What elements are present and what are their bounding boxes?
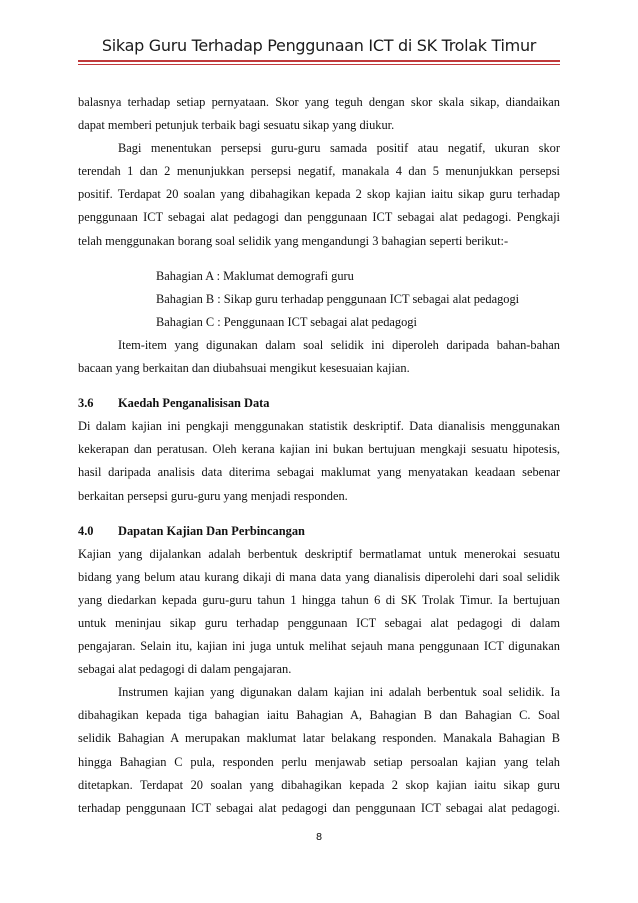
text-line: penggunaan ICT sebagai alat pedagogi dan penggunaan ICT sebagai alat pedagogi. Pengkaji [78, 210, 560, 225]
text-line: selidik Bahagian A merupakan maklumat latar belakang responden. Manakala Bahagian B [78, 731, 560, 746]
text-line: kekerapan dan peratusan. Oleh kerana kajian ini bukan bertujuan mengkaji sesuatu hipotesis, [78, 442, 560, 457]
paragraph [78, 681, 560, 820]
text-line: untuk meninjau sikap guru terhadap penggunaan ICT sebagai alat pedagogi di dalam [78, 615, 560, 630]
text-line: yang diedarkan kepada guru-guru tahun 1 hingga tahun 6 di SK Trolak Timur. Ia bertujuan [78, 592, 560, 607]
spacer [78, 253, 560, 265]
list-item: Bahagian C : Penggunaan ICT sebagai alat pedagogi [156, 314, 417, 329]
text-line: balasnya terhadap setiap pernyataan. Skor yang teguh dengan skor skala sikap, diandaikan [78, 95, 560, 109]
text-line: sebagai alat pedagogi di dalam pengajaran. [78, 662, 292, 677]
spacer [78, 508, 560, 520]
spacer [78, 380, 560, 392]
text-line: bidang yang belum atau kurang dikaji di mana data yang dianalisis diperolehi dari soal selidik [78, 569, 560, 584]
section-title: Dapatan Kajian Dan Perbincangan [118, 523, 305, 538]
text-line: Kajian yang dijalankan adalah berbentuk deskriptif bermatlamat untuk menerokai sesuatu [78, 546, 560, 561]
text-line: telah menggunakan borang soal selidik yang mengandungi 3 bahagian seperti berikut:- [78, 233, 509, 248]
section-number: 3.6 [78, 396, 94, 411]
paragraph [78, 415, 560, 507]
section-title: Kaedah Penganalisisan Data [118, 396, 270, 411]
page-body [78, 91, 560, 820]
header-rule-thick [78, 60, 560, 62]
text-line: hasil daripada analisis data diterima sebagai maklumat yang menyatakan keadaan sebenar [78, 465, 560, 480]
paragraph [78, 334, 560, 380]
text-line: Di dalam kajian ini pengkaji menggunakan statistik deskriptif. Data dianalisis menggunakan [78, 419, 560, 434]
text-line: dibahagikan kepada tiga bahagian iaitu Bahagian A, Bahagian B dan Bahagian C. Soal [78, 708, 560, 723]
text-line: Item-item yang digunakan dalam soal selidik ini diperoleh daripada bahan-bahan [118, 337, 560, 352]
section-heading-4-0 [78, 520, 560, 543]
list-item: Bahagian B : Sikap guru terhadap penggunaan ICT sebagai alat pedagogi [156, 291, 520, 306]
page-number: 8 [315, 832, 323, 843]
paragraph [78, 91, 560, 137]
text-line: berkaitan persepsi guru-guru yang menjadi responden. [78, 488, 348, 503]
text-line: dapat memberi petunjuk terbaik bagi sesuatu sikap yang diukur. [78, 118, 395, 133]
section-number: 4.0 [78, 523, 94, 538]
text-line: terendah 1 dan 2 menunjukkan persepsi negatif, manakala 4 dan 5 menunjukkan persepsi [78, 164, 560, 179]
list-item: Bahagian A : Maklumat demografi guru [156, 268, 354, 283]
running-header: Sikap Guru Terhadap Penggunaan ICT di SK Trolak Timur [101, 36, 537, 55]
text-line: hingga Bahagian C pula, responden perlu menjawab setiap persoalan kajian yang telah [78, 754, 560, 769]
section-list [78, 265, 560, 334]
section-heading-3-6 [78, 392, 560, 415]
text-line: bacaan yang berkaitan dan diubahsuai mengikut kesesuaian kajian. [78, 361, 410, 376]
paragraph [78, 137, 560, 252]
text-line: Bagi menentukan persepsi guru-guru samada positif atau negatif, ukuran skor [118, 141, 560, 156]
text-line: terhadap penggunaan ICT sebagai alat pedagogi dan penggunaan ICT sebagai alat pedagogi. [78, 800, 560, 815]
paragraph [78, 543, 560, 682]
header-rule-thin [78, 64, 560, 65]
text-line: Instrumen kajian yang digunakan dalam kajian ini adalah berbentuk soal selidik. Ia [118, 685, 560, 700]
text-line: ditetapkan. Terdapat 20 soalan yang dibahagikan kepada 2 skop kajian iaitu sikap guru [78, 777, 560, 792]
text-line: positif. Terdapat 20 soalan yang dibahagikan kepada 2 skop kajian iaitu sikap guru terhadap [78, 187, 560, 202]
text-line: pengajaran. Selain itu, kajian ini juga untuk melihat sejauh mana penggunaan ICT digunakan [78, 639, 560, 654]
